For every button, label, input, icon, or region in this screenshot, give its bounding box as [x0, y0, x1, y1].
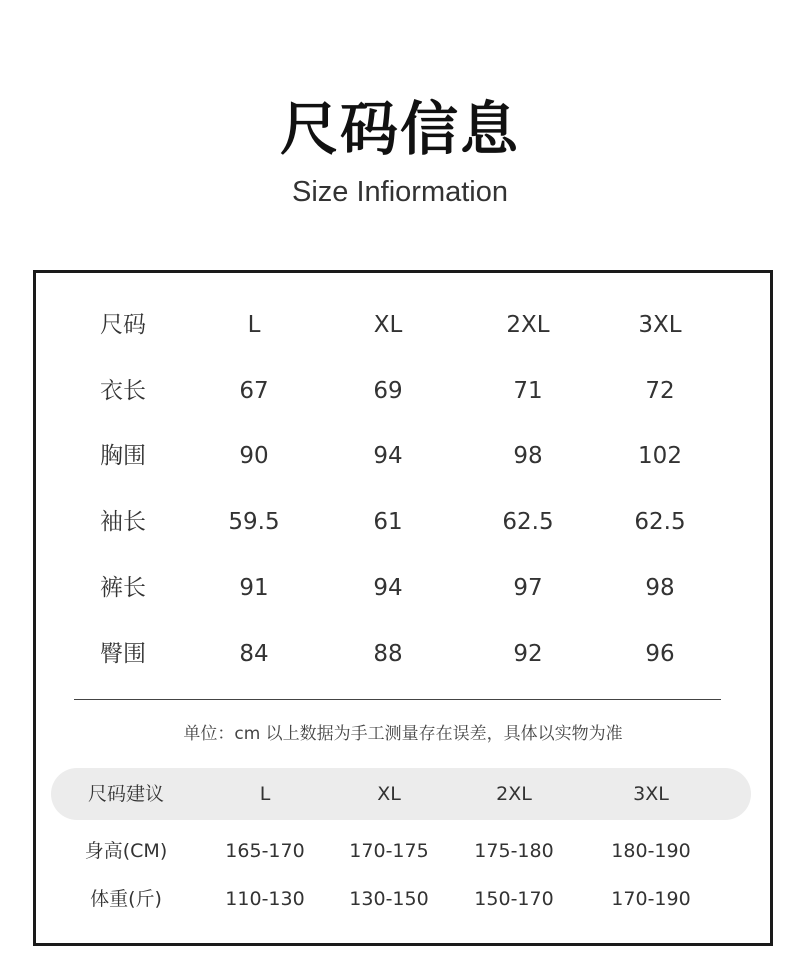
table-cell: 96	[645, 641, 675, 667]
table-cell: 150-170	[474, 888, 554, 910]
header-cell: 3XL	[638, 312, 682, 338]
row-label: 胸围	[100, 443, 146, 469]
table-cell: 61	[373, 509, 403, 535]
table-row	[51, 879, 751, 919]
table-cell: 71	[513, 378, 543, 404]
table-cell: 94	[373, 575, 403, 601]
header-cell: 2XL	[506, 312, 550, 338]
table-cell: 130-150	[349, 888, 429, 910]
header-cell: 尺码建议	[87, 783, 165, 805]
header-cell: L	[259, 783, 271, 805]
row-label: 裤长	[100, 575, 146, 601]
table-cell: 72	[645, 378, 675, 404]
table-cell: 69	[373, 378, 403, 404]
table-cell: 102	[638, 443, 682, 469]
table-row	[36, 436, 770, 476]
recommendation-header	[51, 768, 751, 820]
size-table-header	[36, 305, 770, 345]
table-cell: 175-180	[474, 840, 554, 862]
table-cell: 170-175	[349, 840, 429, 862]
table-cell: 88	[373, 641, 403, 667]
table-cell: 67	[239, 378, 269, 404]
header-cell: XL	[377, 783, 401, 805]
size-chart-frame	[33, 270, 773, 946]
table-row	[51, 831, 751, 871]
page-title: 尺码信息	[279, 95, 520, 163]
header-cell: 2XL	[496, 783, 532, 805]
table-cell: 84	[239, 641, 269, 667]
table-cell: 98	[513, 443, 543, 469]
row-label: 衣长	[100, 378, 146, 404]
table-row	[36, 568, 770, 608]
table-cell: 110-130	[225, 888, 305, 910]
row-label: 体重(斤)	[90, 888, 162, 910]
divider	[74, 699, 721, 700]
table-cell: 59.5	[228, 509, 280, 535]
table-row	[36, 502, 770, 542]
table-cell: 94	[373, 443, 403, 469]
table-cell: 62.5	[634, 509, 686, 535]
table-cell: 98	[645, 575, 675, 601]
table-cell: 165-170	[225, 840, 305, 862]
page-subtitle: Size Infiormation	[292, 176, 508, 208]
table-cell: 62.5	[502, 509, 554, 535]
row-label: 身高(CM)	[84, 840, 168, 862]
table-cell: 91	[239, 575, 269, 601]
row-label: 袖长	[100, 509, 146, 535]
header-cell: 3XL	[633, 783, 669, 805]
table-cell: 90	[239, 443, 269, 469]
table-row	[36, 634, 770, 674]
header-cell: 尺码	[100, 312, 146, 338]
table-row	[36, 371, 770, 411]
table-cell: 97	[513, 575, 543, 601]
table-cell: 180-190	[611, 840, 691, 862]
row-label: 臀围	[100, 641, 146, 667]
table-cell: 170-190	[611, 888, 691, 910]
header-cell: L	[247, 312, 261, 338]
table-cell: 92	[513, 641, 543, 667]
header-cell: XL	[373, 312, 403, 338]
measurement-note: 单位：cm 以上数据为手工测量存在误差，具体以实物为准	[183, 724, 623, 744]
